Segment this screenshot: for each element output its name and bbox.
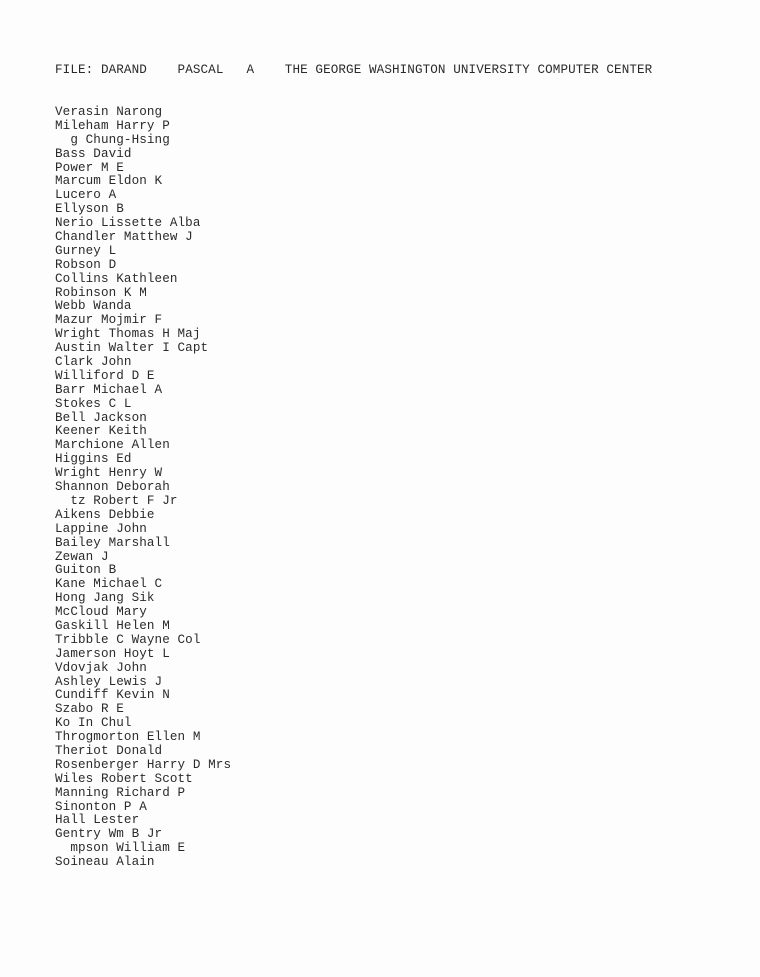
name-list bbox=[55, 106, 231, 870]
list-item: Manning Richard P bbox=[55, 785, 186, 800]
list-item: Wright Henry W bbox=[55, 466, 163, 481]
list-item: tz Robert F Jr bbox=[55, 493, 178, 508]
list-item: Marchione Allen bbox=[55, 438, 170, 453]
list-item: Vdovjak John bbox=[55, 660, 147, 675]
list-item: Tribble C Wayne Col bbox=[55, 632, 201, 647]
list-item: Aikens Debbie bbox=[55, 507, 155, 522]
list-item: Szabo R E bbox=[55, 702, 124, 717]
list-item: Williford D E bbox=[55, 368, 155, 383]
list-item: Keener Keith bbox=[55, 424, 147, 439]
list-item: Bell Jackson bbox=[55, 410, 147, 425]
list-item: Clark John bbox=[55, 355, 132, 370]
list-item: Kane Michael C bbox=[55, 577, 163, 592]
list-item: Zewan J bbox=[55, 549, 109, 564]
list-item: Jamerson Hoyt L bbox=[55, 646, 170, 661]
list-item: Wiles Robert Scott bbox=[55, 771, 193, 786]
list-item: mpson William E bbox=[55, 841, 186, 856]
list-item: Mileham Harry P bbox=[55, 118, 170, 133]
list-item: McCloud Mary bbox=[55, 605, 147, 620]
list-item: Nerio Lissette Alba bbox=[55, 216, 201, 231]
list-item: Ko In Chul bbox=[55, 716, 132, 731]
institution-label: THE GEORGE WASHINGTON UNIVERSITY COMPUTER CENTER bbox=[284, 63, 653, 77]
list-item: Barr Michael A bbox=[55, 382, 163, 397]
list-item: Cundiff Kevin N bbox=[55, 688, 170, 703]
list-item: Shannon Deborah bbox=[55, 480, 170, 495]
list-item: Robson D bbox=[55, 257, 117, 272]
list-item: Throgmorton Ellen M bbox=[55, 730, 201, 745]
list-item: Guiton B bbox=[55, 563, 117, 578]
list-item: Higgins Ed bbox=[55, 452, 132, 467]
version-label: A bbox=[246, 63, 255, 77]
file-label: FILE: DARAND bbox=[55, 63, 147, 77]
list-item: Wright Thomas H Maj bbox=[55, 327, 201, 342]
list-item: Theriot Donald bbox=[55, 743, 163, 758]
list-item: Lappine John bbox=[55, 521, 147, 536]
list-item: Gentry Wm B Jr bbox=[55, 827, 163, 842]
list-item: Power M E bbox=[55, 160, 124, 175]
list-item: Verasin Narong bbox=[55, 105, 163, 119]
list-item: Collins Kathleen bbox=[55, 271, 178, 286]
list-item: Stokes C L bbox=[55, 396, 132, 411]
list-item: Rosenberger Harry D Mrs bbox=[55, 757, 232, 772]
list-item: Gurney L bbox=[55, 243, 117, 258]
list-item: Hong Jang Sik bbox=[55, 591, 155, 606]
file-header bbox=[55, 63, 652, 77]
list-item: Hall Lester bbox=[55, 813, 140, 828]
list-item: g Chung-Hsing bbox=[55, 132, 170, 147]
list-item: Webb Wanda bbox=[55, 299, 132, 314]
list-item: Bass David bbox=[55, 146, 132, 161]
list-item: Chandler Matthew J bbox=[55, 230, 193, 245]
list-item: Bailey Marshall bbox=[55, 535, 170, 550]
language-label: PASCAL bbox=[177, 63, 224, 77]
list-item: Marcum Eldon K bbox=[55, 174, 163, 189]
list-item: Austin Walter I Capt bbox=[55, 341, 209, 356]
list-item: Ellyson B bbox=[55, 202, 124, 217]
list-item: Lucero A bbox=[55, 188, 117, 203]
list-item: Soineau Alain bbox=[55, 855, 155, 870]
list-item: Gaskill Helen M bbox=[55, 618, 170, 633]
list-item: Ashley Lewis J bbox=[55, 674, 163, 689]
list-item: Mazur Mojmir F bbox=[55, 313, 163, 328]
list-item: Robinson K M bbox=[55, 285, 147, 300]
list-item: Sinonton P A bbox=[55, 799, 147, 814]
